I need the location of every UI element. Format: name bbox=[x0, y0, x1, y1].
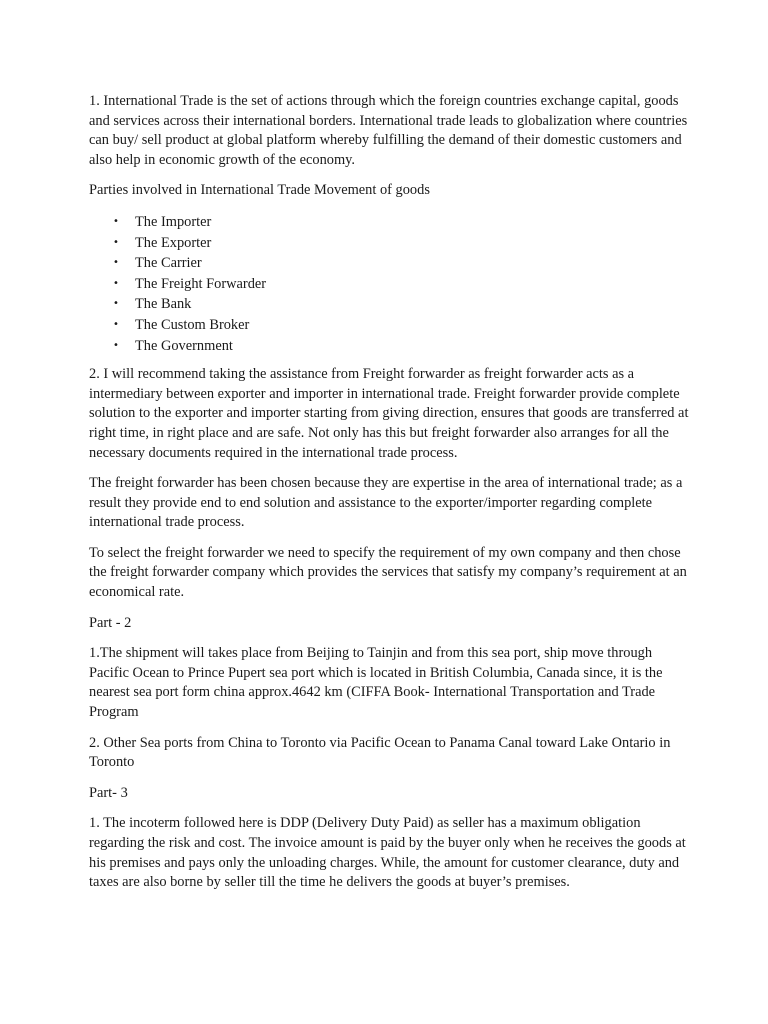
bullet-icon: • bbox=[113, 298, 119, 310]
list-item bbox=[89, 294, 689, 315]
list-item bbox=[89, 233, 689, 254]
list-item-label: The Exporter bbox=[135, 234, 212, 251]
recommendation-paragraph: 2. I will recommend taking the assistance from Freight forwarder as freight forwarder acts as a intermediary between exporter and importer in international trade. Freight forwarder provide complete solution to the exporter and importer starting from giving direction, ensures that goods are transferred at right time, in right place and are safe. Not only has this but freight forwarder also arranges for all the necessary documents required in the international trade process. bbox=[89, 366, 689, 461]
list-item bbox=[89, 253, 689, 274]
bullet-icon: • bbox=[113, 257, 119, 269]
list-item bbox=[89, 212, 689, 233]
document-page bbox=[89, 92, 689, 904]
chosen-reason-paragraph: The freight forwarder has been chosen because they are expertise in the area of international trade; as a result they provide end to end solution and assistance to the exporter/importer regarding complete international trade process. bbox=[89, 475, 683, 531]
list-item-label: The Bank bbox=[135, 296, 192, 313]
parties-list bbox=[89, 212, 689, 356]
list-item-label: The Custom Broker bbox=[135, 316, 250, 333]
part2-paragraph-2: 2. Other Sea ports from China to Toronto via Pacific Ocean to Panama Canal toward Lake Ontario in Toronto bbox=[89, 734, 671, 771]
part2-heading: Part - 2 bbox=[89, 614, 132, 631]
bullet-icon: • bbox=[113, 318, 119, 330]
bullet-icon: • bbox=[113, 236, 119, 248]
bullet-icon: • bbox=[113, 215, 119, 227]
list-item bbox=[89, 315, 689, 336]
part3-paragraph-1: 1. The incoterm followed here is DDP (Delivery Duty Paid) as seller has a maximum obligation regarding the risk and cost. The invoice amount is paid by the buyer only when he receives the goods at his premises and pays only the unloading charges. While, the amount for customer clearance, duty and taxes are also borne by seller till the time he delivers the goods at buyer’s premises. bbox=[89, 815, 686, 891]
list-item bbox=[89, 274, 689, 295]
list-item-label: The Government bbox=[135, 337, 233, 354]
intro-paragraph: 1. International Trade is the set of actions through which the foreign countries exchange capital, goods and services across their international borders. International trade leads to globalization where countries can buy/ sell product at global platform whereby fulfilling the demand of their domestic customers and also help in economic growth of the economy. bbox=[89, 93, 688, 168]
list-item-label: The Freight Forwarder bbox=[135, 275, 267, 292]
list-item-label: The Carrier bbox=[135, 255, 202, 272]
part3-heading: Part- 3 bbox=[89, 784, 128, 801]
bullet-icon: • bbox=[113, 277, 119, 289]
list-item-label: The Importer bbox=[135, 213, 212, 230]
part2-paragraph-1: 1.The shipment will takes place from Beijing to Tainjin and from this sea port, ship move through Pacific Ocean to Prince Pupert sea port which is located in British Columbia, Canada since, it is the nearest sea port form china approx.4642 km (CIFFA Book- International Transportation and Trade Program bbox=[89, 645, 663, 721]
parties-heading: Parties involved in International Trade Movement of goods bbox=[89, 182, 430, 199]
bullet-icon: • bbox=[113, 339, 119, 351]
selection-paragraph: To select the freight forwarder we need to specify the requirement of my own company and then chose the freight forwarder company which provides the services that satisfy my company’s requirement at an economical rate. bbox=[89, 544, 687, 601]
list-item bbox=[89, 336, 689, 357]
